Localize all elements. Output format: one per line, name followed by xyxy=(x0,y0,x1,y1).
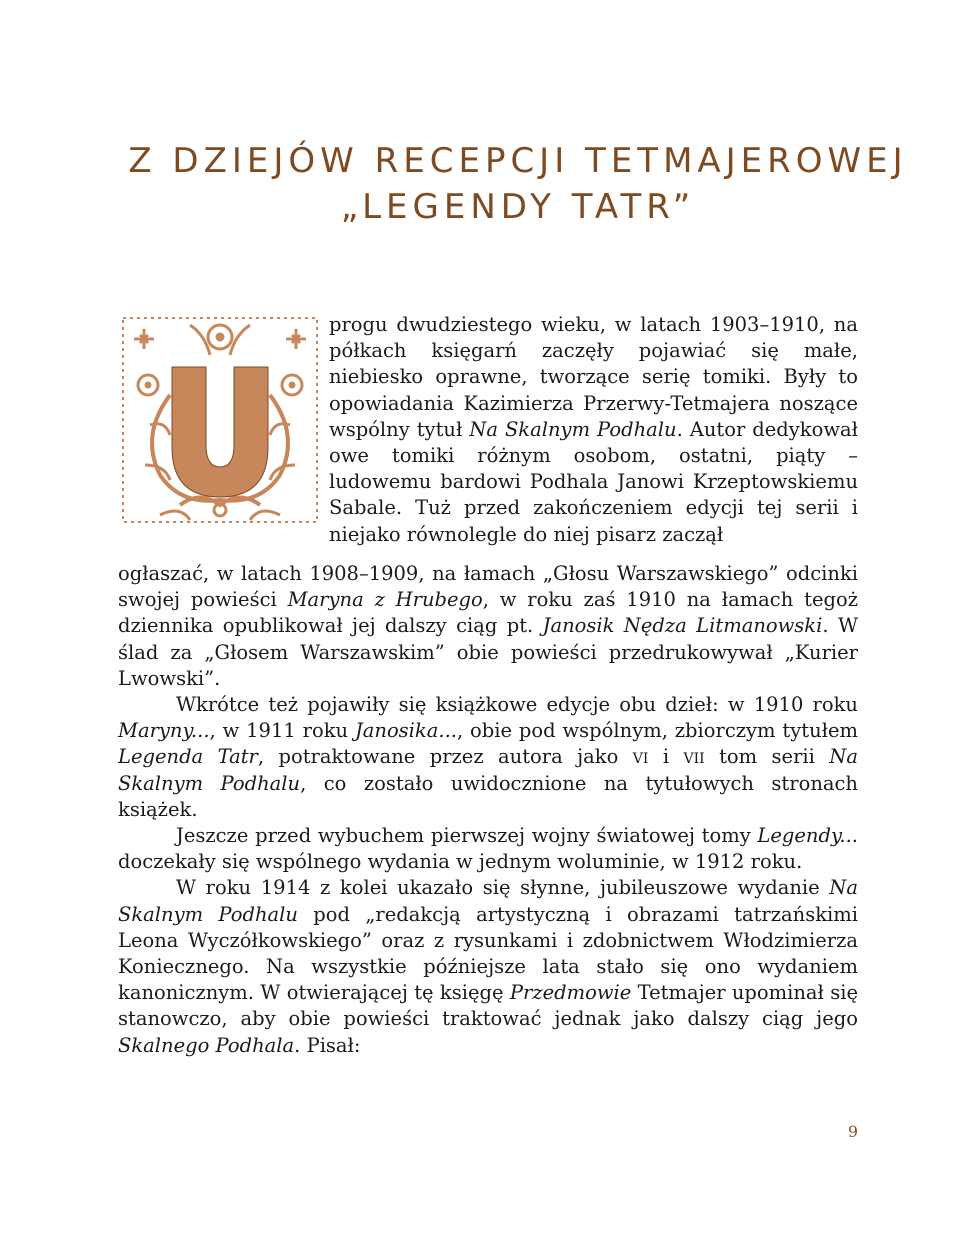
text-span: . Autor dedykował owe tomiki różnym osobom, ostatni, piąty – ludowemu bardowi Podhala Janowi Krzeptowskiemu Sabale. Tuż przed zakończeniem edycji tej serii i niejako równolegle do niej pisarz zaczął xyxy=(329,417,858,546)
text-span: W roku 1914 z kolei ukazało się słynne, jubileuszowe wydanie xyxy=(176,876,830,900)
paragraph-3 xyxy=(118,823,858,875)
roman-numeral: vii xyxy=(683,745,705,769)
italic-title: Przedmowie xyxy=(509,981,632,1005)
text-span: ogłaszać, w latach 1908–1909, na łamach „Głosu Warszawskiego” odcinki swojej powieści xyxy=(118,562,858,612)
text-span: , potraktowane przez autora jako xyxy=(257,745,633,769)
italic-title: Legenda Tatr xyxy=(118,745,258,769)
italic-title: Na Skalnym Podhalu xyxy=(118,876,858,926)
text-span: , w roku zaś 1910 na łamach tegoż dziennika opublikował jej dalszy ciąg pt. xyxy=(118,588,858,638)
text-span: i xyxy=(648,745,684,769)
page-number: 9 xyxy=(847,1122,858,1141)
chapter-title-line-2: „LEGENDY TATR” xyxy=(340,186,696,227)
text-span: . Pisał: xyxy=(294,1033,361,1057)
text-span: progu dwudziestego wieku, w latach 1903–1910, na półkach księgarń zaczęły pojawiać się małe, niebiesko oprawne, tworzące serię tomiki. Były to opowiadania Kazimierza Przerwy-Tetmajera noszące wspólny tytuł xyxy=(329,313,858,441)
text-span: . W ślad za „Głosem Warszawskim” obie powieści przedrukowywał „Kurier Lwowski”. xyxy=(118,614,858,690)
text-span: doczekały się wspólnego wydania w jednym woluminie, w 1912 roku. xyxy=(118,850,803,874)
italic-title: Maryny... xyxy=(118,719,210,743)
text-span: , co zostało uwidocznione na tytułowych stronach książek. xyxy=(118,771,858,821)
chapter-title-line-1: Z DZIEJÓW RECEPCJI TETMAJEROWEJ xyxy=(128,140,908,181)
text-span: Jeszcze przed wybuchem pierwszej wojny światowej tomy xyxy=(176,824,758,848)
text-span: tom serii xyxy=(704,745,830,769)
italic-title: Janosika... xyxy=(354,719,457,743)
paragraph-1-continued xyxy=(118,561,858,692)
roman-numeral: vi xyxy=(632,745,649,769)
italic-title: Skalnego Podhala xyxy=(118,1033,295,1057)
text-span: Tetmajer upominał się stanowczo, aby obie powieści traktować jednak jako dalszy ciąg jego xyxy=(118,981,858,1031)
italic-title: Maryna z Hrubego xyxy=(287,588,483,612)
text-span: Wkrótce też pojawiły się książkowe edycje obu dzieł: w 1910 roku xyxy=(176,693,858,717)
text-span: , obie pod wspólnym, zbiorczym tytułem xyxy=(456,719,858,743)
italic-title: Na Skalnym Podhalu xyxy=(469,417,677,441)
text-span: , w 1911 roku xyxy=(209,719,355,743)
paragraph-2 xyxy=(118,692,858,823)
paragraph-1-top xyxy=(329,312,858,548)
italic-title: Janosik Nędza Litmanowski xyxy=(542,614,823,638)
paragraph-4 xyxy=(118,875,858,1058)
italic-title: Na Skalnym Podhalu xyxy=(118,745,858,795)
decorative-initial-u xyxy=(120,315,320,525)
italic-title: Legendy... xyxy=(757,824,858,848)
text-span: pod „redakcją artystyczną i obrazami tatrzańskimi Leona Wyczółkowskiego” oraz z rysunkami i zdobnictwem Włodzimierza Koniecznego. Na wszystkie późniejsze lata stało się ono wydaniem kanonicznym. W otwierającej tę księgę xyxy=(118,902,858,1005)
body-text-lower xyxy=(118,561,858,1059)
